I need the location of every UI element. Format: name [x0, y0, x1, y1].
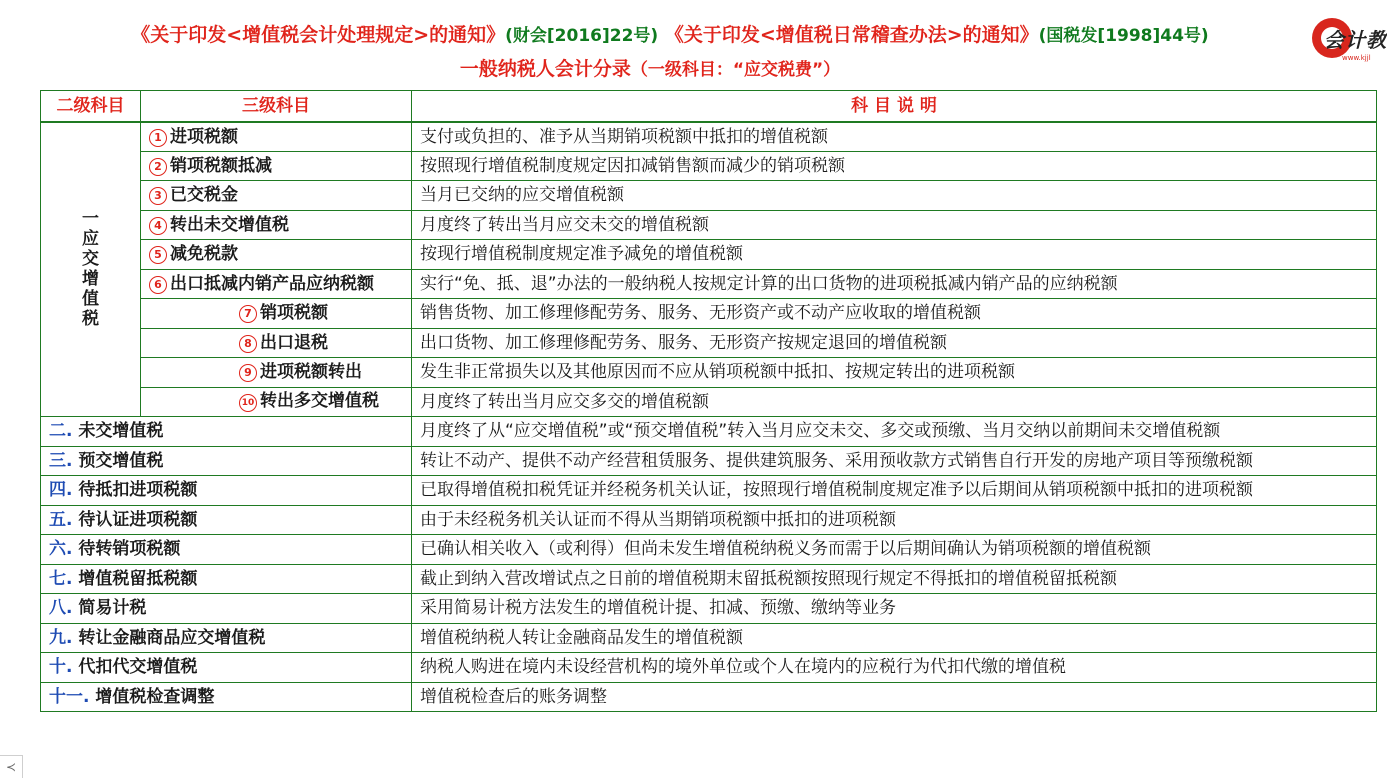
notice-title-2: 《关于印发<增值税日常稽查办法>的通知》	[664, 24, 1039, 46]
sub-account-label: 进项税额	[170, 126, 238, 147]
table-row	[41, 653, 1377, 683]
sub-account-label: 已交税金	[170, 185, 238, 206]
second-level-account	[41, 417, 412, 447]
table-row	[41, 417, 1377, 447]
account-number: 六.	[49, 539, 73, 560]
group-label-char: 税	[82, 309, 99, 330]
account-description: 截止到纳入营改增试点之日前的增值税期末留抵税额按照现行规定不得抵扣的增值税留抵税额	[412, 564, 1377, 594]
second-level-account	[41, 682, 412, 712]
account-description: 转让不动产、提供不动产经营租赁服务、提供建筑服务、采用预收款方式销售自行开发的房地产项目等预缴税额	[412, 446, 1377, 476]
second-level-account	[41, 535, 412, 565]
circled-number-icon: 8	[239, 335, 257, 353]
account-number: 四.	[49, 480, 73, 501]
table-row	[41, 269, 1377, 299]
table-row	[41, 210, 1377, 240]
account-name: 预交增值税	[78, 450, 164, 471]
sub-account-name	[141, 210, 412, 240]
doc-number-1: (财会[2016]22号)	[505, 26, 659, 46]
circled-number-icon: 3	[149, 187, 167, 205]
table-row	[41, 594, 1377, 624]
account-number: 七.	[49, 568, 73, 589]
circled-number-icon: 2	[149, 158, 167, 176]
table-row	[41, 682, 1377, 712]
account-description: 实行“免、抵、退”办法的一般纳税人按规定计算的出口货物的进项税抵减内销产品的应纳税额	[412, 269, 1377, 299]
account-name: 待抵扣进项税额	[78, 480, 198, 501]
sub-account-label: 进项税额转出	[260, 362, 362, 383]
group-label-char: 增	[82, 269, 99, 290]
second-level-account	[41, 476, 412, 506]
account-name: 待转销项税额	[78, 539, 181, 560]
second-level-account	[41, 564, 412, 594]
subtitle-main: 一般纳税人会计分录	[459, 58, 631, 80]
table-row	[41, 446, 1377, 476]
sub-account-label: 转出未交增值税	[170, 214, 289, 235]
account-description: 采用简易计税方法发生的增值税计提、扣减、预缴、缴纳等业务	[412, 594, 1377, 624]
group-label-char: 交	[82, 249, 99, 270]
account-name: 未交增值税	[78, 421, 164, 442]
table-row	[41, 623, 1377, 653]
sub-account-name	[141, 358, 412, 388]
account-description: 已取得增值税扣税凭证并经税务机关认证，按照现行增值税制度规定准予以后期间从销项税额中抵扣的进项税额	[412, 476, 1377, 506]
second-level-account	[41, 594, 412, 624]
sub-account-label: 减免税款	[170, 244, 238, 265]
account-number: 三.	[49, 450, 73, 471]
notice-title-1: 《关于印发<增值税会计处理规定>的通知》	[131, 24, 506, 46]
sub-account-label: 出口退税	[260, 332, 328, 353]
table-row	[41, 181, 1377, 211]
account-description: 由于未经税务机关认证而不得从当期销项税额中抵扣的进项税额	[412, 505, 1377, 535]
sub-account-label: 销项税额抵减	[170, 155, 272, 176]
brand-logo	[1310, 16, 1387, 66]
notice-title	[0, 20, 1340, 47]
account-description: 增值税检查后的账务调整	[412, 682, 1377, 712]
sub-account-label: 出口抵减内销产品应纳税额	[170, 273, 374, 294]
account-number: 八.	[49, 598, 73, 619]
account-description: 按现行增值税制度规定准予减免的增值税额	[412, 240, 1377, 270]
circled-number-icon: 4	[149, 217, 167, 235]
sub-account-name	[141, 269, 412, 299]
account-table	[40, 90, 1377, 712]
table-row	[41, 564, 1377, 594]
account-name: 转让金融商品应交增值税	[78, 627, 266, 648]
circled-number-icon: 5	[149, 246, 167, 264]
sub-account-label: 转出多交增值税	[260, 391, 379, 412]
table-header-row	[41, 91, 1377, 122]
sub-account-name	[141, 299, 412, 329]
subtitle-note: （一级科目：“应交税费”）	[630, 60, 841, 80]
second-level-account	[41, 505, 412, 535]
table-row	[41, 535, 1377, 565]
second-level-account	[41, 653, 412, 683]
logo-url-text: www.kjjl	[1342, 54, 1371, 62]
group-label-char: 值	[82, 289, 99, 310]
corner-chevron-icon[interactable]: ≺	[0, 755, 23, 778]
account-description: 当月已交纳的应交增值税额	[412, 181, 1377, 211]
account-description: 增值税纳税人转让金融商品发生的增值税额	[412, 623, 1377, 653]
account-description: 发生非正常损失以及其他原因而不应从销项税额中抵扣、按规定转出的进项税额	[412, 358, 1377, 388]
table-row	[41, 151, 1377, 181]
account-description: 支付或负担的、准予从当期销项税额中抵扣的增值税额	[412, 122, 1377, 152]
account-description: 纳税人购进在境内未设经营机构的境外单位或个人在境内的应税行为代扣代缴的增值税	[412, 653, 1377, 683]
sub-account-name	[141, 387, 412, 417]
sub-account-name	[141, 240, 412, 270]
account-description: 月度终了转出当月应交多交的增值税额	[412, 387, 1377, 417]
account-number: 五.	[49, 509, 73, 530]
header-level2: 二级科目	[41, 91, 141, 122]
table-row	[41, 299, 1377, 329]
account-name: 增值税留抵税额	[78, 568, 198, 589]
circled-number-icon: 7	[239, 305, 257, 323]
page-subtitle	[0, 54, 1300, 81]
second-level-account	[41, 623, 412, 653]
circled-number-icon: 9	[239, 364, 257, 382]
account-description: 按照现行增值税制度规定因扣减销售额而减少的销项税额	[412, 151, 1377, 181]
table-row	[41, 505, 1377, 535]
account-description: 月度终了从“应交增值税”或“预交增值税”转入当月应交未交、多交或预缴、当月交纳以前期间未交增值税额	[412, 417, 1377, 447]
account-description: 已确认相关收入（或利得）但尚未发生增值税纳税义务而需于以后期间确认为销项税额的增值税额	[412, 535, 1377, 565]
sub-account-name	[141, 122, 412, 152]
account-name: 代扣代交增值税	[78, 657, 198, 678]
table-row	[41, 387, 1377, 417]
group-label-char: 应	[82, 229, 99, 250]
second-level-account	[41, 446, 412, 476]
table-row	[41, 476, 1377, 506]
table-row	[41, 240, 1377, 270]
account-number: 十.	[49, 657, 73, 678]
table-row	[41, 358, 1377, 388]
table-row	[41, 122, 1377, 152]
account-number: 九.	[49, 627, 73, 648]
group-label-vat-payable	[41, 122, 141, 417]
sub-account-label: 销项税额	[260, 303, 328, 324]
account-name: 简易计税	[78, 598, 147, 619]
doc-number-2: (国税发[1998]44号)	[1038, 26, 1209, 46]
header-description: 科 目 说 明	[412, 91, 1377, 122]
account-description: 月度终了转出当月应交未交的增值税额	[412, 210, 1377, 240]
sub-account-name	[141, 151, 412, 181]
account-description: 出口货物、加工修理修配劳务、服务、无形资产按规定退回的增值税额	[412, 328, 1377, 358]
account-number: 二.	[49, 421, 73, 442]
account-name: 待认证进项税额	[78, 509, 198, 530]
table-row	[41, 328, 1377, 358]
circled-number-icon: 1	[149, 129, 167, 147]
account-number: 十一.	[49, 686, 90, 707]
account-description: 销售货物、加工修理修配劳务、服务、无形资产或不动产应收取的增值税额	[412, 299, 1377, 329]
circled-number-icon: 6	[149, 276, 167, 294]
sub-account-name	[141, 181, 412, 211]
circled-number-icon: 10	[239, 394, 257, 412]
account-name: 增值税检查调整	[95, 686, 215, 707]
header-level3: 三级科目	[141, 91, 412, 122]
logo-brand-text: 会计教	[1324, 28, 1387, 52]
group-label-char: 一	[82, 209, 99, 230]
sub-account-name	[141, 328, 412, 358]
